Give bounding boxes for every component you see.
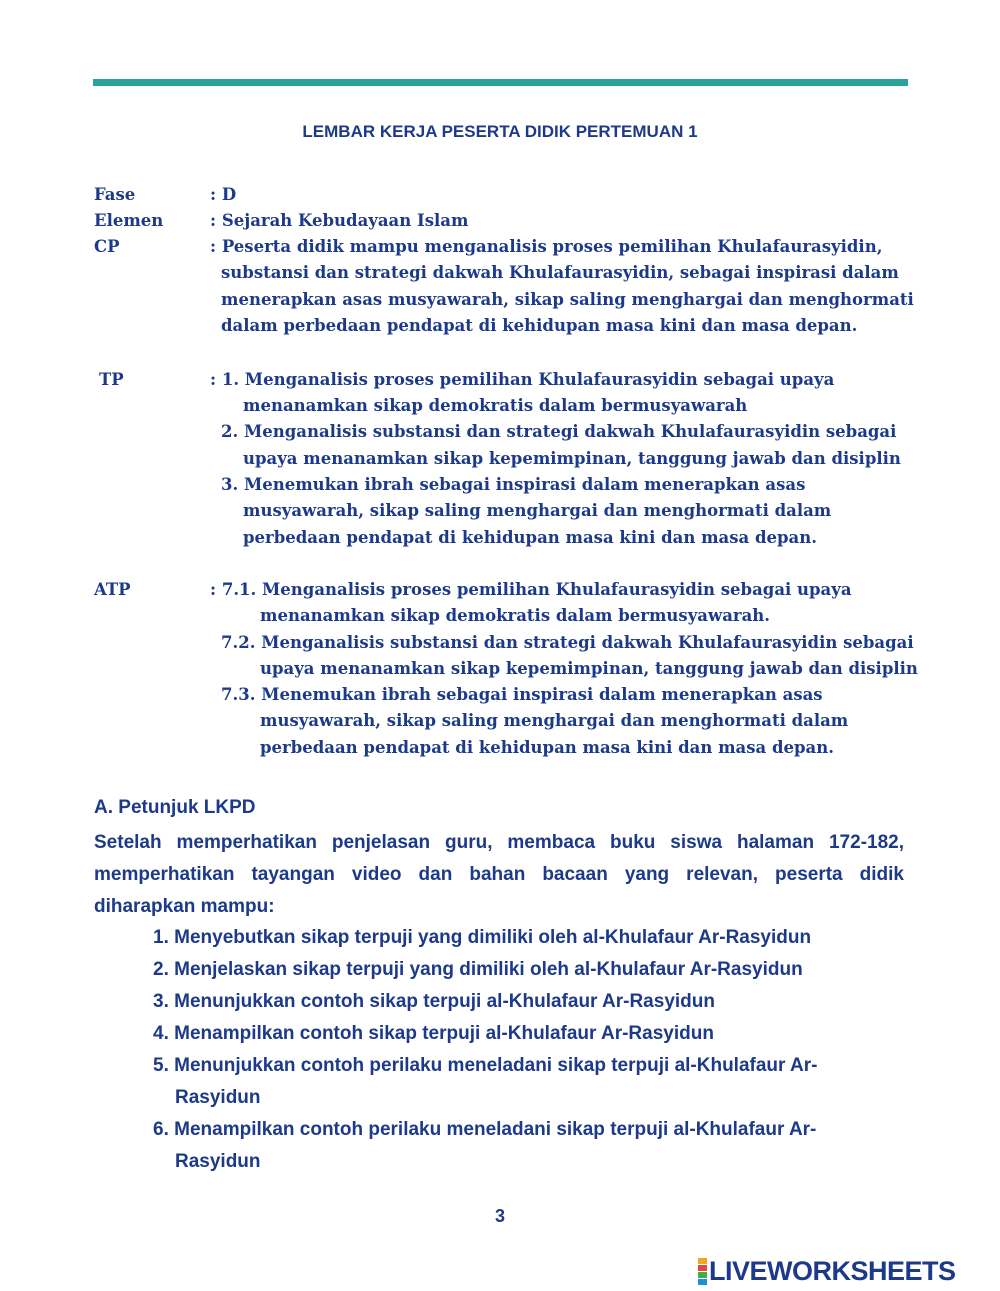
logo-block-e (698, 1279, 707, 1285)
atp-item-line: perbedaan pendapat di kehidupan masa kini dan masa depan. (260, 738, 834, 757)
atp-item-line: musyawarah, sikap saling menghargai dan menghormati dalam (260, 711, 849, 730)
tp-item-line: musyawarah, sikap saling menghargai dan menghormati dalam (243, 501, 832, 520)
list-item-continuation: Rasyidun (175, 1151, 261, 1172)
cp-line: menerapkan asas musyawarah, sikap saling menghargai dan menghormati (221, 290, 914, 309)
list-item: 1. Menyebutkan sikap terpuji yang dimiliki oleh al-Khulafaur Ar-Rasyidun (153, 927, 812, 948)
list-item-continuation: Rasyidun (175, 1087, 261, 1108)
liveworksheets-brand: LIVEWORKSHEETS (709, 1256, 956, 1286)
cp-line: dalam perbedaan pendapat di kehidupan masa kini dan masa depan. (221, 316, 858, 335)
logo-block-l (698, 1258, 707, 1264)
tp-item-line: : 1. Menganalisis proses pemilihan Khulafaurasyidin sebagai upaya (210, 370, 835, 389)
list-item: 5. Menunjukkan contoh perilaku meneladani sikap terpuji al-Khulafaur Ar- (153, 1055, 818, 1076)
list-item: 2. Menjelaskan sikap terpuji yang dimiliki oleh al-Khulafaur Ar-Rasyidun (153, 959, 803, 980)
atp-item-line: : 7.1. Menganalisis proses pemilihan Khulafaurasyidin sebagai upaya (210, 580, 852, 599)
liveworksheets-icon (698, 1258, 706, 1285)
tp-label: TP (99, 370, 124, 389)
atp-item-line: menanamkan sikap demokratis dalam bermusyawarah. (260, 606, 771, 625)
logo-block-i (698, 1265, 707, 1271)
atp-item-line: 7.3. Menemukan ibrah sebagai inspirasi dalam menerapkan asas (221, 685, 823, 704)
liveworksheets-logo (698, 1256, 956, 1287)
tp-item-line: perbedaan pendapat di kehidupan masa kini dan masa depan. (243, 528, 817, 547)
page-title: LEMBAR KERJA PESERTA DIDIK PERTEMUAN 1 (302, 122, 698, 141)
section-a-heading: A. Petunjuk LKPD (94, 797, 256, 818)
fase-label: Fase (94, 185, 136, 204)
section-a-paragraph: Setelah memperhatikan penjelasan guru, membaca buku siswa halaman 172-182, memperhatikan tayangan video dan bahan bacaan yang relevan, peserta didik diharapkan mampu: (94, 832, 904, 917)
list-item: 4. Menampilkan contoh sikap terpuji al-Khulafaur Ar-Rasyidun (153, 1023, 714, 1044)
tp-item-line: menanamkan sikap demokratis dalam bermusyawarah (243, 396, 748, 415)
cp-line: : Peserta didik mampu menganalisis proses pemilihan Khulafaurasyidin, (210, 237, 883, 256)
logo-block-v (698, 1272, 707, 1278)
atp-item-line: upaya menanamkan sikap kepemimpinan, tanggung jawab dan disiplin (260, 659, 918, 678)
top-accent-bar (93, 79, 908, 86)
tp-item-line: upaya menanamkan sikap kepemimpinan, tanggung jawab dan disiplin (243, 449, 901, 468)
atp-label: ATP (94, 580, 131, 599)
elemen-label: Elemen (94, 211, 164, 230)
fase-value: : D (210, 185, 237, 204)
atp-item-line: 7.2. Menganalisis substansi dan strategi dakwah Khulafaurasyidin sebagai (221, 633, 914, 652)
cp-label: CP (94, 237, 120, 256)
cp-line: substansi dan strategi dakwah Khulafaurasyidin, sebagai inspirasi dalam (221, 263, 899, 282)
page-number: 3 (494, 1206, 505, 1226)
list-item: 6. Menampilkan contoh perilaku meneladani sikap terpuji al-Khulafaur Ar- (153, 1119, 817, 1140)
tp-item-line: 3. Menemukan ibrah sebagai inspirasi dalam menerapkan asas (221, 475, 806, 494)
tp-item-line: 2. Menganalisis substansi dan strategi dakwah Khulafaurasyidin sebagai (221, 422, 897, 441)
elemen-value: : Sejarah Kebudayaan Islam (210, 211, 469, 230)
list-item: 3. Menunjukkan contoh sikap terpuji al-Khulafaur Ar-Rasyidun (153, 991, 715, 1012)
